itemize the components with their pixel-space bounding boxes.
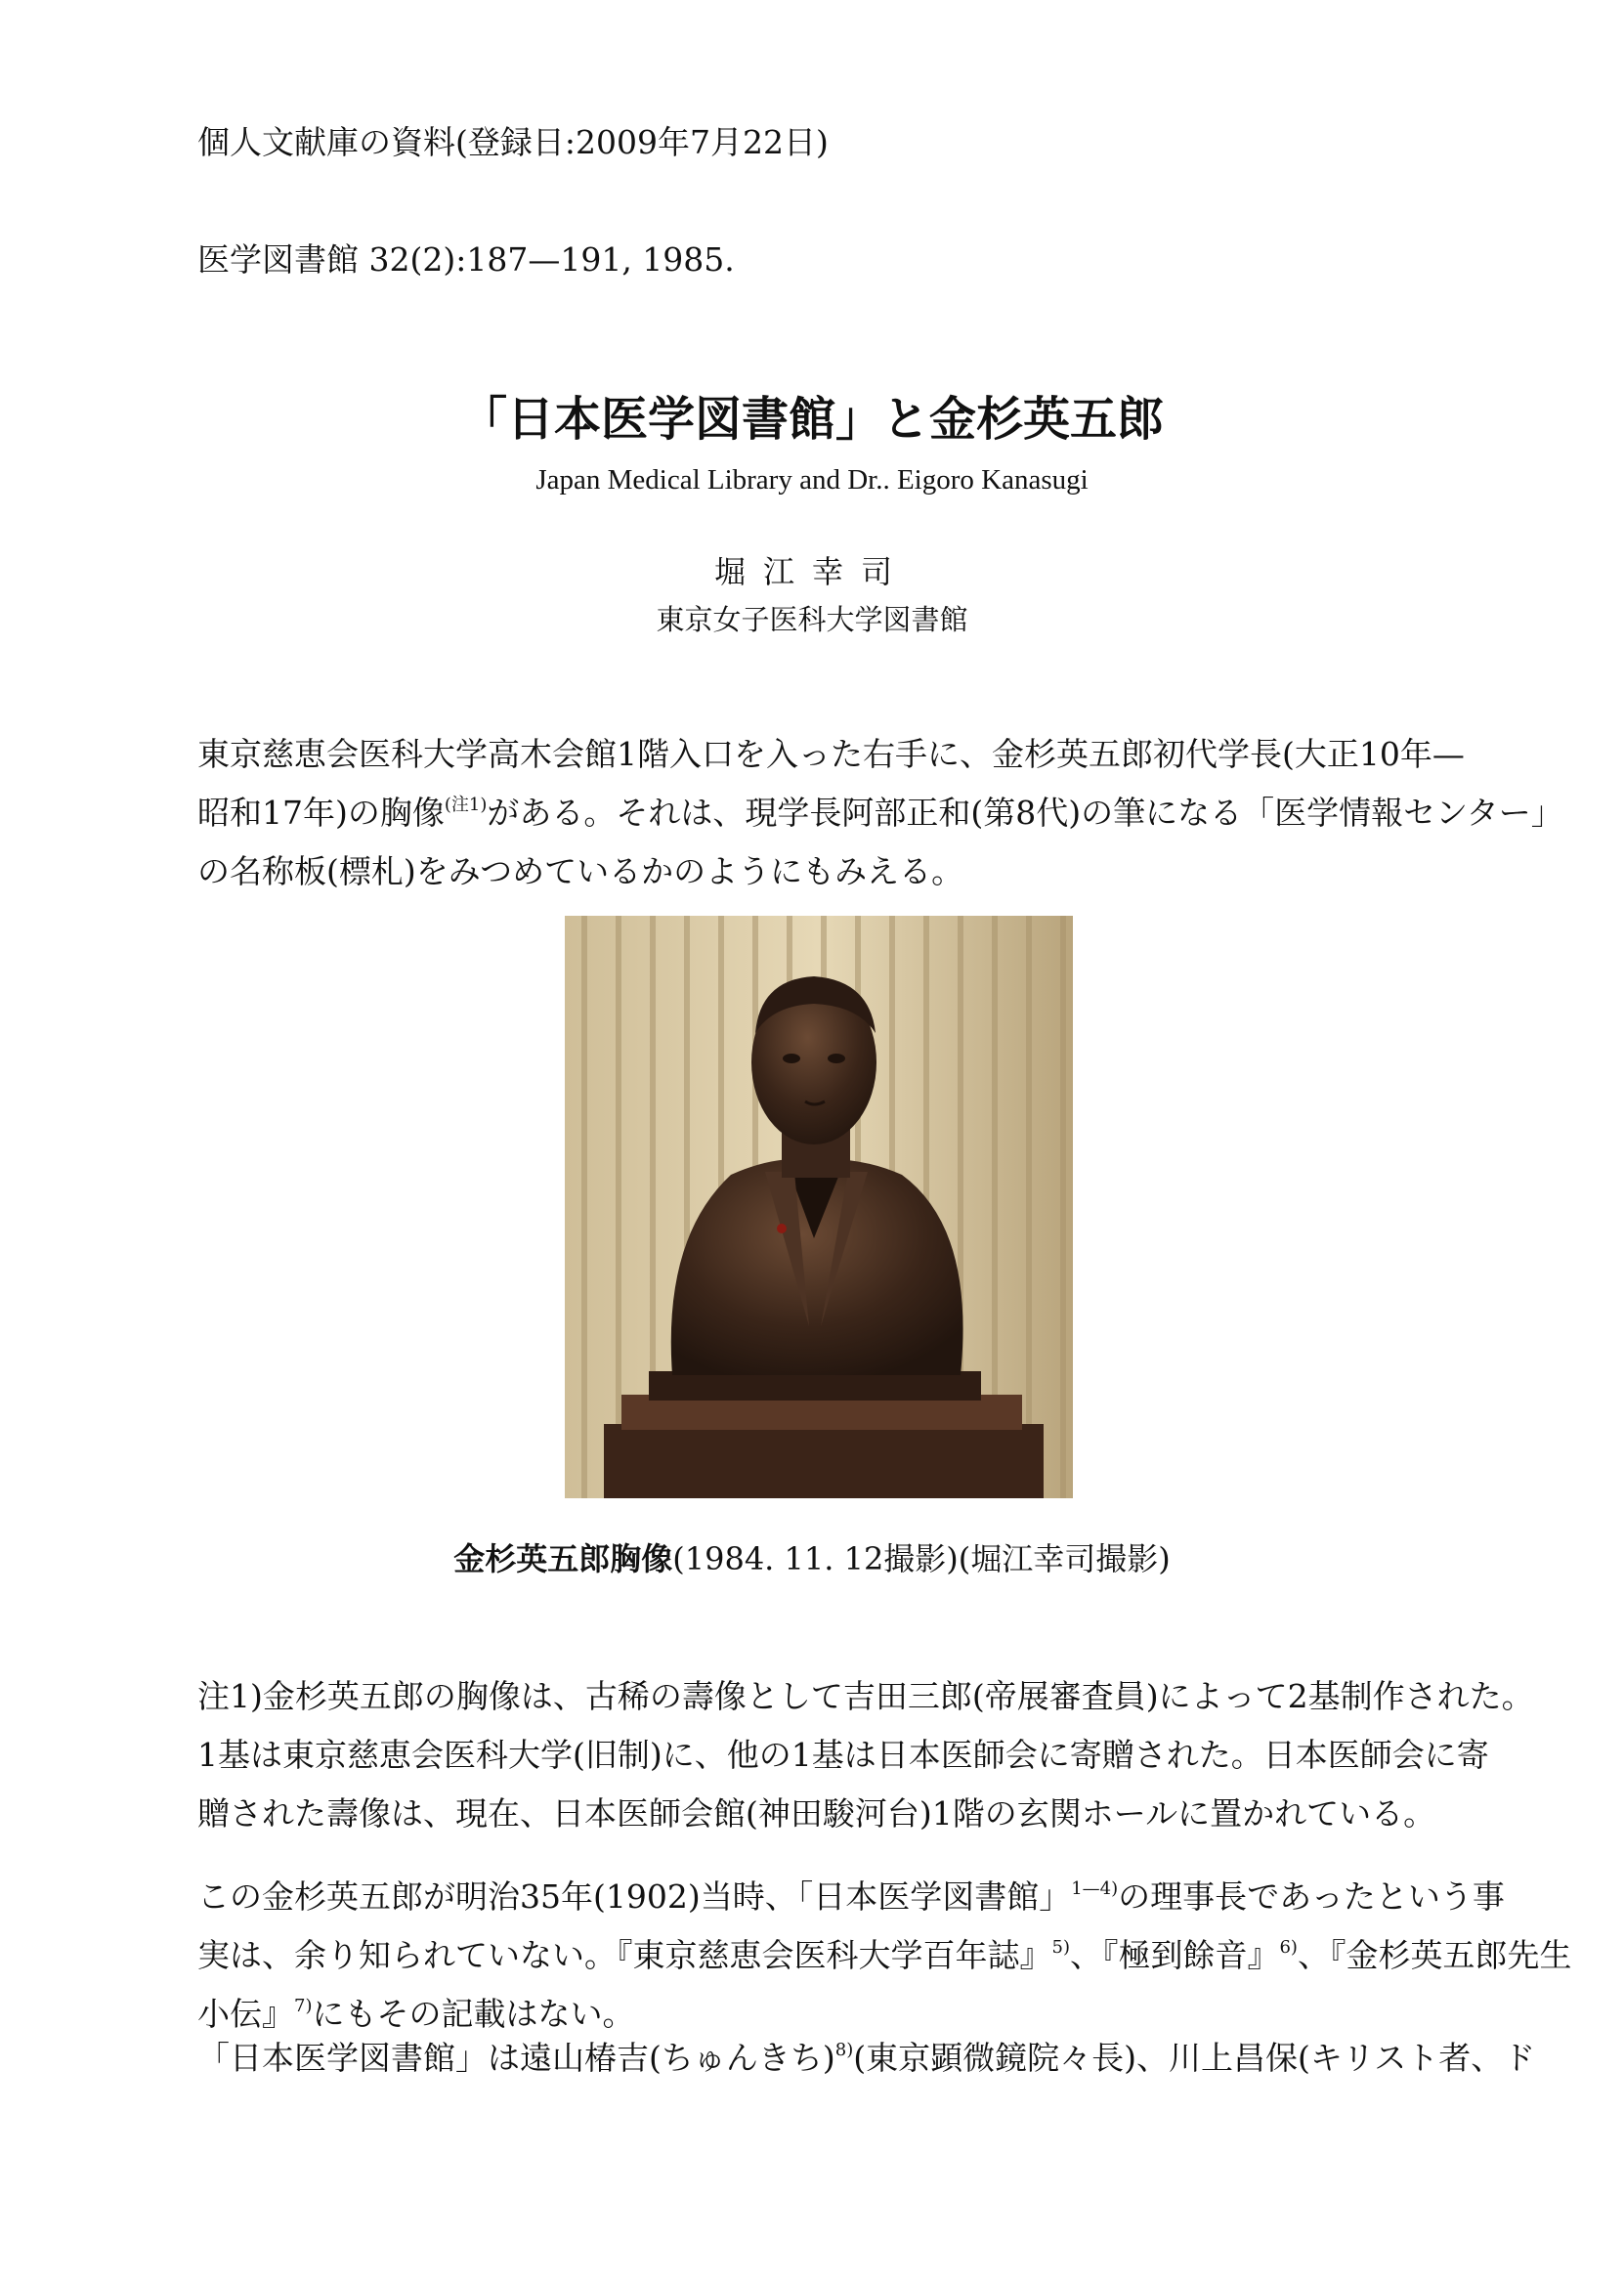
reference: 7): [294, 1996, 313, 2016]
footnote-ref: (注1): [444, 795, 488, 815]
text: 、『金杉英五郎先生: [1297, 1936, 1572, 1974]
reference: 5): [1051, 1937, 1070, 1958]
text: この金杉英五郎が明治35年(1902)当時、「日本医学図書館」: [197, 1877, 1072, 1916]
reference: 1—4): [1071, 1878, 1119, 1899]
author: 堀江幸司: [713, 553, 910, 590]
page-title: 「日本医学図書館」と金杉英五郎: [459, 392, 1164, 447]
affiliation: 東京女子医科大学図書館: [656, 603, 968, 636]
note-line-3: 贈された壽像は、現在、日本医師会館(神田駿河台)1階の玄関ホールに置かれている。: [197, 1794, 1436, 1833]
text: 小伝』: [197, 1995, 294, 2033]
note-line-2: 1基は東京慈恵会医科大学(旧制)に、他の1基は日本医師会に寄贈された。日本医師会に寄: [197, 1736, 1489, 1774]
text-line-4: [197, 2033, 1536, 2079]
caption-bold: 金杉英五郎胸像: [453, 1540, 673, 1577]
text: の理事長であったという事: [1118, 1877, 1505, 1916]
text: 、『極到餘音』: [1069, 1936, 1280, 1974]
archive-note: 個人文献庫の資料(登録日:2009年7月22日): [197, 123, 829, 161]
text-line-1: [197, 1872, 1505, 1918]
intro-line-1: 東京慈恵会医科大学高木会館1階入口を入った右手に、金杉英五郎初代学長(大正10年—: [197, 735, 1465, 773]
caption-rest: (1984. 11. 12撮影)(堀江幸司撮影): [672, 1540, 1171, 1577]
figure-caption: [0, 1534, 1624, 1579]
text-line-2: [197, 1930, 1572, 1976]
text: にもその記載はない。: [312, 1995, 635, 2033]
english-title: Japan Medical Library and Dr.. Eigoro Kanasugi: [535, 464, 1089, 496]
text: 「日本医学図書館」は遠山椿吉(ちゅんきち): [197, 2039, 835, 2077]
intro-line-3: の名称板(標札)をみつめているかのようにもみえる。: [197, 852, 964, 890]
note-line-1: 注1)金杉英五郎の胸像は、古稀の壽像として吉田三郎(帝展審査員)によって2基制作された。: [197, 1677, 1534, 1715]
intro-line-2: [197, 788, 1563, 834]
intro-text: がある。それは、現学長阿部正和(第8代)の筆になる「医学情報センター」: [487, 794, 1563, 832]
bust-photo: [565, 916, 1073, 1498]
text: (東京顕微鏡院々長)、川上昌保(キリスト者、ド: [853, 2039, 1536, 2077]
reference: 6): [1279, 1937, 1298, 1958]
citation: 医学図書館 32(2):187—191, 1985.: [197, 240, 735, 279]
reference: 8): [834, 2040, 854, 2060]
text: 実は、余り知られていない。『東京慈恵会医科大学百年誌』: [197, 1936, 1052, 1974]
intro-text: 昭和17年)の胸像: [197, 794, 445, 832]
text-line-3: [197, 1989, 1448, 2035]
